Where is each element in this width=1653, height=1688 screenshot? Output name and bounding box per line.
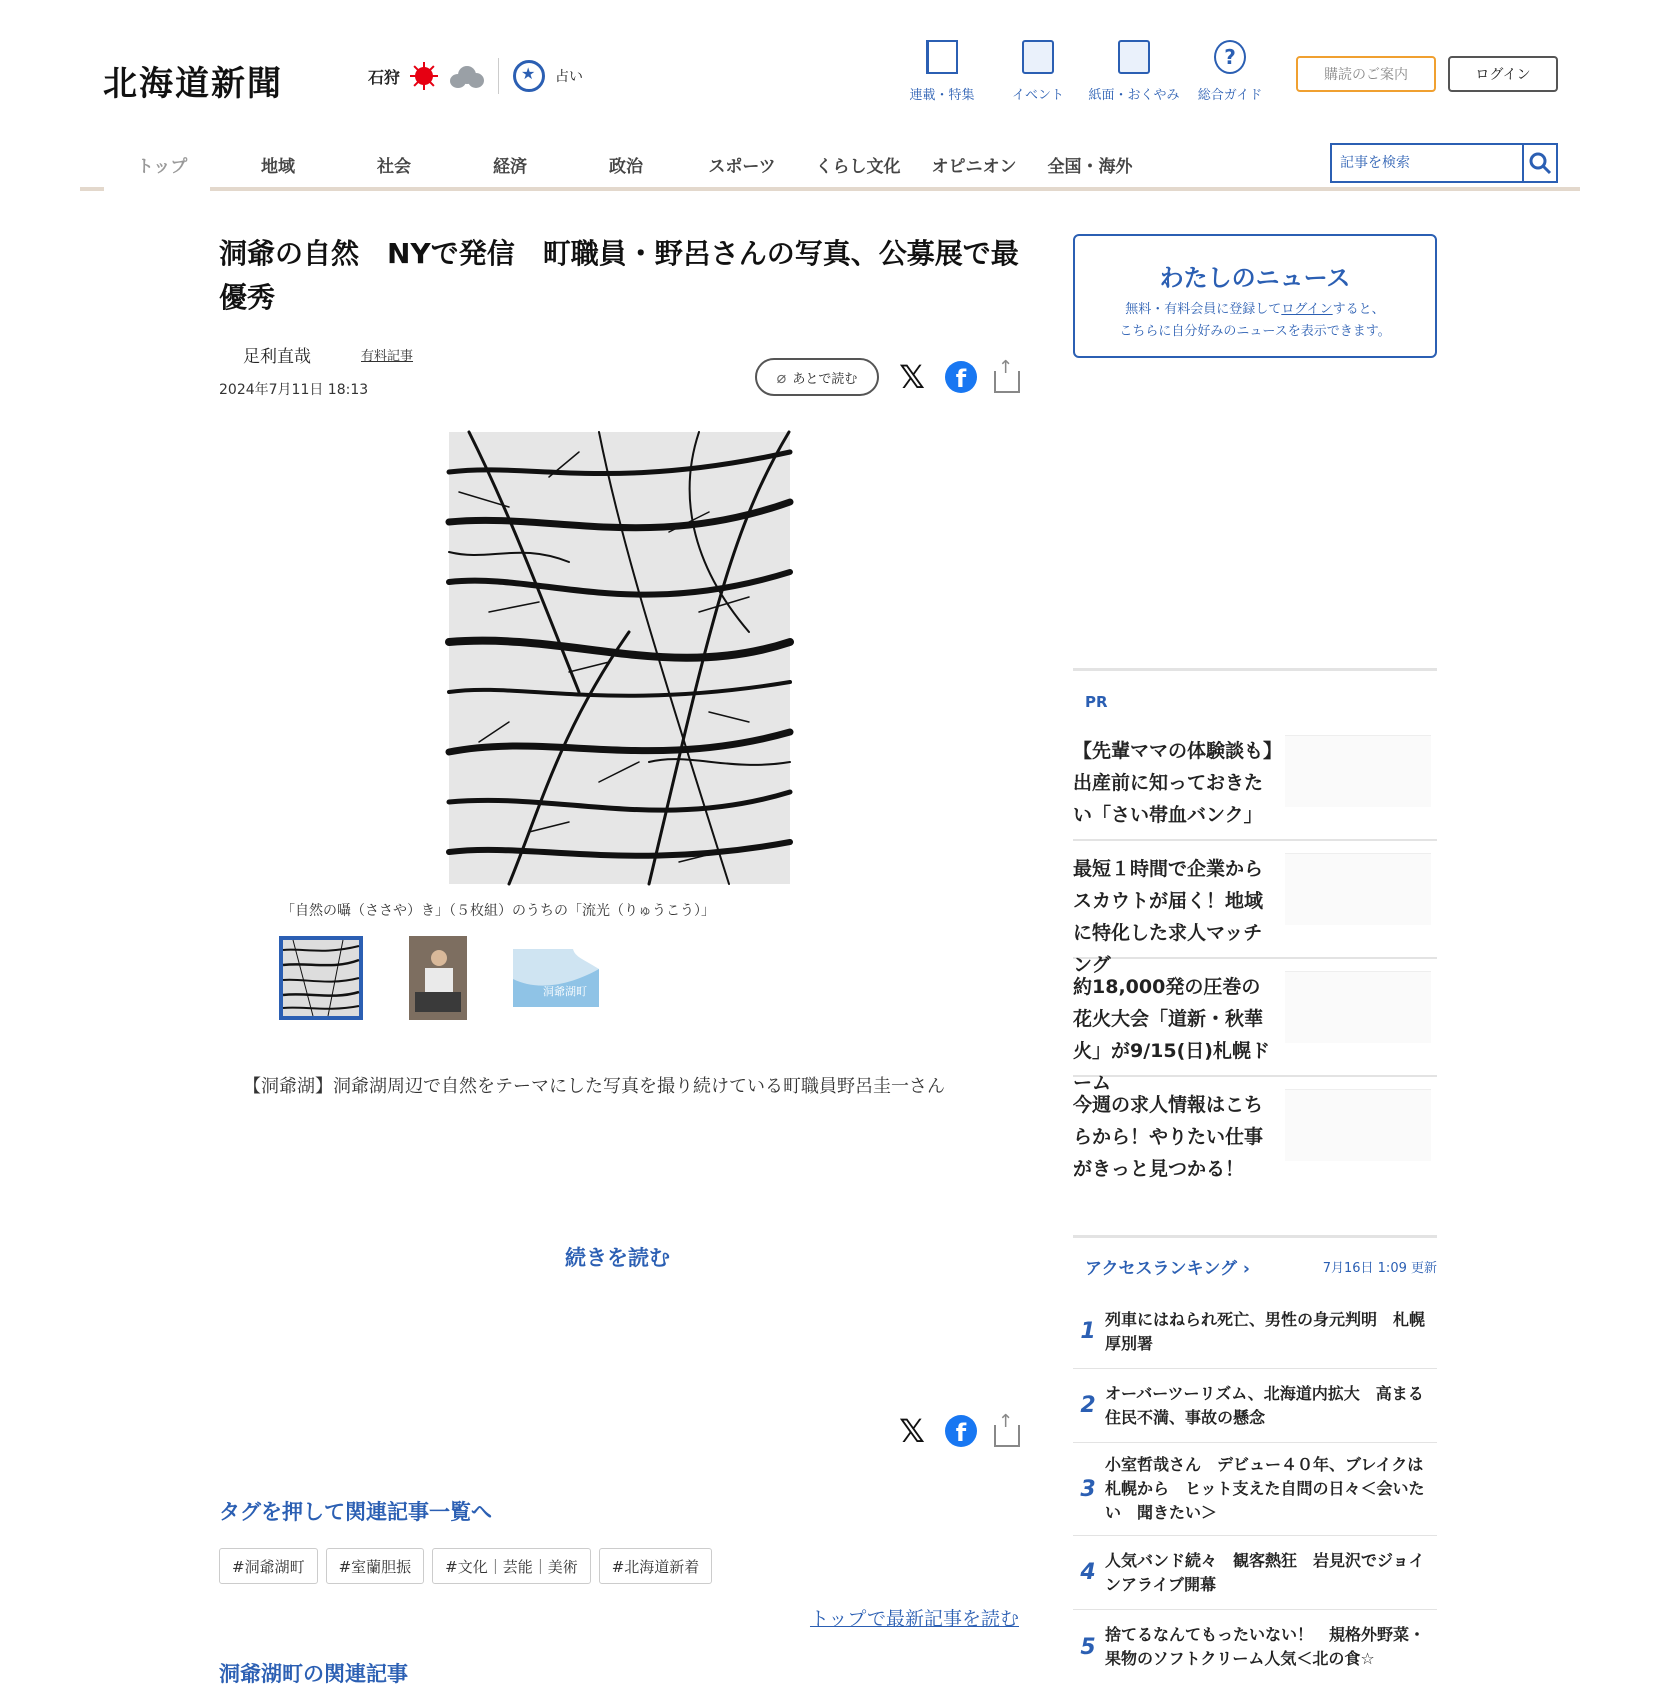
x-share-icon[interactable]: 𝕏	[899, 358, 925, 396]
pr-item-text: 【先輩ママの体験談も】出産前に知っておきたい「さい帯血バンク」	[1073, 740, 1273, 826]
tab-region[interactable]: 地域	[261, 157, 295, 177]
thumbnail-branches-image	[283, 940, 359, 1016]
tag-muroran-iburi[interactable]: #室蘭胆振	[326, 1548, 425, 1584]
ranking-title-link[interactable]	[1085, 1254, 1250, 1279]
thumbnail-2[interactable]	[409, 936, 467, 1020]
login-button[interactable]: ログイン	[1448, 56, 1558, 92]
site-logo[interactable]: 北海道新聞	[103, 64, 283, 104]
share-toolbar	[755, 358, 1019, 396]
tab-society[interactable]: 社会	[377, 157, 411, 177]
rank-number: 1	[1080, 1319, 1096, 1344]
chevron-right-icon: ›	[1242, 1259, 1250, 1279]
rank-number: 2	[1080, 1393, 1096, 1418]
weather-widget[interactable]	[368, 58, 583, 94]
rank-number: 5	[1080, 1634, 1096, 1660]
tag-list	[219, 1548, 712, 1584]
search-box	[1330, 143, 1558, 183]
rank-title: 人気バンド続々 観客熱狂 岩見沢でジョインアライブ開幕	[1105, 1550, 1425, 1594]
subscribe-button[interactable]: 購読のご案内	[1296, 56, 1436, 92]
my-news-login-link[interactable]: ログイン	[1281, 302, 1333, 317]
nav-paper[interactable]	[1086, 40, 1182, 103]
rank-number: 4	[1080, 1560, 1096, 1585]
facebook-share-icon-bottom[interactable]: f	[945, 1415, 977, 1447]
article-lead: 【洞爺湖】洞爺湖周辺で自然をテーマにした写真を撮り続けている町職員野呂圭一さん	[243, 1076, 945, 1097]
sidebar	[1073, 234, 1437, 1684]
ranking-updated: 7月16日 1:09 更新	[1322, 1261, 1437, 1276]
publish-date: 2024年7月11日 18:13	[219, 382, 369, 398]
pr-item-text: 今週の求人情報はこちらから！やりたい仕事がきっと見つかる！	[1073, 1094, 1264, 1180]
nav-guide-label: 総合ガイド	[1197, 88, 1263, 103]
paperclip-icon: ⌀	[776, 367, 787, 387]
rank-title: 捨てるなんてもったいない！ 規格外野菜・果物のソフトクリーム人気＜北の食☆	[1105, 1625, 1426, 1668]
facebook-share-icon[interactable]: f	[945, 361, 977, 393]
fortune-link[interactable]: 占い	[555, 69, 584, 85]
top-latest-link[interactable]: トップで最新記事を読む	[809, 1608, 1019, 1630]
map-thumb-label: 洞爺湖町	[543, 985, 587, 998]
pr-item[interactable]	[1073, 959, 1437, 1094]
article-headline: 洞爺の自然 NYで発信 町職員・野呂さんの写真、公募展で最優秀	[219, 237, 1019, 314]
ranking-item[interactable]	[1073, 1536, 1437, 1610]
paid-article-label[interactable]: 有料記事	[361, 349, 414, 364]
my-news-title: わたしのニュース	[1159, 264, 1351, 292]
read-later-button[interactable]	[755, 358, 879, 396]
author-name[interactable]: 足利直哉	[243, 347, 311, 367]
search-button[interactable]	[1522, 145, 1556, 181]
read-later-label: あとで読む	[792, 371, 858, 387]
tag-hokkaido-new[interactable]: #北海道新着	[599, 1548, 713, 1584]
ranking-title: アクセスランキング	[1085, 1259, 1237, 1279]
my-news-text-1: 無料・有料会員に登録して	[1125, 302, 1282, 317]
weather-region: 石狩	[368, 67, 401, 87]
nav-events-label: イベント	[1011, 88, 1064, 103]
my-news-text-2: すると、	[1332, 302, 1385, 317]
pr-item-text: 約18,000発の圧巻の花火大会「道新・秋華火」が9/15(日)札幌ドーム	[1073, 976, 1270, 1094]
main-photo[interactable]	[449, 432, 790, 884]
nav-guide[interactable]	[1182, 40, 1278, 103]
nav-events[interactable]	[990, 40, 1086, 103]
rank-title: 列車にはねられ死亡、男性の身元判明 札幌厚別署	[1105, 1309, 1426, 1353]
nav-series-label: 連載・特集	[909, 88, 975, 103]
ranking-item[interactable]	[1073, 1369, 1437, 1443]
read-more-link[interactable]: 続きを読む	[565, 1246, 670, 1270]
nav-active-indicator	[104, 187, 210, 191]
photo-caption: 「自然の囁（ささや）き」（５枚組）のうちの「流光（りゅうこう）」	[281, 903, 715, 919]
sidebar-divider	[1073, 668, 1437, 671]
photo-thumbnails	[279, 936, 599, 1020]
thumbnail-person-image	[409, 936, 467, 1020]
sun-icon	[410, 62, 438, 90]
pr-item-thumbnail	[1285, 853, 1431, 925]
header-nav	[894, 40, 1278, 103]
ranking-item[interactable]	[1073, 1443, 1437, 1536]
tab-life-culture[interactable]: くらし文化	[815, 157, 901, 177]
pr-item[interactable]	[1073, 841, 1437, 976]
my-news-text	[1075, 299, 1435, 343]
flag-icon	[926, 40, 958, 74]
x-share-icon-bottom[interactable]: 𝕏	[899, 1412, 925, 1450]
pr-item-thumbnail	[1285, 735, 1431, 807]
rank-title: オーバーツーリズム、北海道内拡大 高まる住民不満、事故の懸念	[1105, 1383, 1424, 1427]
tab-politics[interactable]: 政治	[609, 157, 643, 177]
pr-item[interactable]	[1073, 723, 1437, 841]
pr-item[interactable]	[1073, 1077, 1437, 1195]
calendar-icon	[1022, 40, 1054, 74]
nav-series[interactable]	[894, 40, 990, 103]
ranking-item[interactable]	[1073, 1610, 1437, 1684]
tag-toyako[interactable]: #洞爺湖町	[219, 1548, 318, 1584]
article	[219, 232, 1019, 1686]
rank-title: 小室哲哉さん デビュー４０年、ブレイクは札幌から ヒット支えた自問の日々＜会いたい 聞きたい＞	[1105, 1455, 1425, 1522]
pr-item-thumbnail	[1285, 971, 1431, 1043]
thumbnail-3[interactable]	[513, 949, 599, 1007]
search-icon	[1528, 151, 1552, 175]
branches-photo	[449, 432, 790, 884]
pr-item-text: 最短１時間で企業からスカウトが届く！地域に特化した求人マッチング	[1073, 858, 1264, 976]
weather-separator	[498, 58, 499, 94]
site-header	[0, 0, 1653, 200]
ranking-header	[1073, 1235, 1437, 1295]
cloud-icon	[448, 64, 484, 88]
share-icon[interactable]	[993, 361, 1019, 393]
ranking-item[interactable]	[1073, 1295, 1437, 1369]
my-news-text-3: こちらに自分好みのニュースを表示できます。	[1119, 324, 1391, 339]
pr-item-thumbnail	[1285, 1089, 1431, 1161]
nav-underline	[80, 187, 1580, 191]
pr-label: PR	[1085, 693, 1108, 711]
tag-culture-art[interactable]: #文化｜芸能｜美術	[432, 1548, 591, 1584]
share-icon-bottom[interactable]	[993, 1415, 1019, 1447]
tab-opinion[interactable]: オピニオン	[931, 157, 1017, 177]
tags-title: タグを押して関連記事一覧へ	[219, 1500, 492, 1524]
thumbnail-1[interactable]	[279, 936, 363, 1020]
share-toolbar-bottom	[895, 1412, 1019, 1450]
my-news-box	[1073, 234, 1437, 358]
tab-economy[interactable]: 経済	[493, 157, 527, 177]
tab-top[interactable]: トップ	[136, 157, 188, 177]
nav-paper-label: 紙面・おくやみ	[1088, 88, 1180, 103]
fortune-icon[interactable]	[513, 60, 545, 92]
rank-number: 3	[1080, 1476, 1096, 1502]
search-input[interactable]	[1332, 145, 1522, 181]
related-articles-title: 洞爺湖町の関連記事	[219, 1662, 408, 1686]
newspaper-icon	[1118, 40, 1150, 74]
ad-space	[1073, 358, 1437, 668]
tab-sports[interactable]: スポーツ	[708, 157, 776, 177]
tab-national-world[interactable]: 全国・海外	[1047, 157, 1133, 177]
thumbnail-map-image	[513, 949, 599, 1007]
help-icon: ?	[1214, 40, 1246, 74]
